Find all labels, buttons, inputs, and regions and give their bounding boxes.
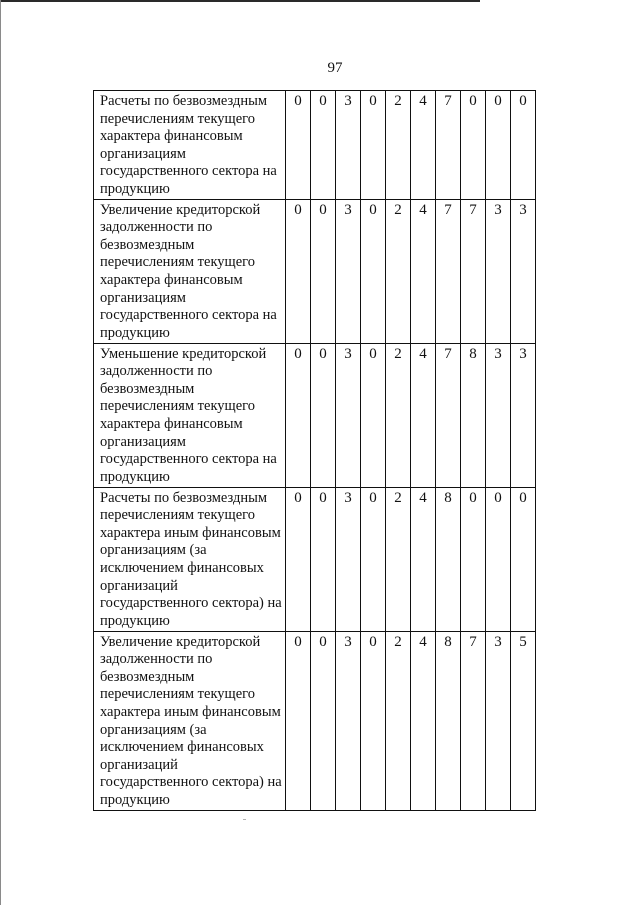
row-description: Расчеты по безвозмездным перечислениям текущего характера иным финансовым организациям (за исключением финансовых организаций государственного сектора) на продукцию [94, 487, 286, 631]
row-description: Уменьшение кредиторской задолженности по безвозмездным перечислениям текущего характера финансовым организациям государственного сектора на продукцию [94, 343, 286, 487]
code-digit: 7 [436, 91, 461, 200]
code-digit: 2 [386, 343, 411, 487]
code-digit: 3 [336, 343, 361, 487]
budget-code-table [93, 90, 536, 811]
page-number: 97 [327, 60, 343, 76]
code-digit: 3 [336, 199, 361, 343]
code-digit: 0 [286, 199, 311, 343]
code-digit: 4 [411, 199, 436, 343]
code-digit: 8 [436, 631, 461, 810]
code-digit: 4 [411, 91, 436, 200]
scan-edge-top [0, 0, 480, 2]
code-digit: 0 [361, 91, 386, 200]
code-digit: 0 [311, 343, 336, 487]
code-digit: 4 [411, 631, 436, 810]
code-digit: 0 [461, 487, 486, 631]
code-digit: 5 [511, 631, 536, 810]
code-digit: 7 [461, 631, 486, 810]
code-digit: 4 [411, 487, 436, 631]
code-digit: 3 [486, 631, 511, 810]
code-digit: 8 [461, 343, 486, 487]
code-digit: 0 [286, 487, 311, 631]
code-digit: 2 [386, 631, 411, 810]
code-digit: 2 [386, 199, 411, 343]
scan-speck [243, 819, 246, 820]
table-row [94, 91, 536, 200]
code-digit: 0 [486, 487, 511, 631]
code-digit: 7 [461, 199, 486, 343]
scan-edge-left [0, 0, 1, 905]
code-digit: 0 [486, 91, 511, 200]
code-digit: 3 [486, 199, 511, 343]
table-row [94, 487, 536, 631]
code-digit: 3 [336, 91, 361, 200]
table-row [94, 631, 536, 810]
code-digit: 0 [311, 91, 336, 200]
code-digit: 0 [286, 343, 311, 487]
row-description: Увеличение кредиторской задолженности по безвозмездным перечислениям текущего характера иным финансовым организациям (за исключением финансовых организаций государственного сектора) на продукцию [94, 631, 286, 810]
code-digit: 0 [361, 343, 386, 487]
code-digit: 3 [336, 487, 361, 631]
table-row [94, 199, 536, 343]
code-digit: 0 [311, 487, 336, 631]
row-description: Увеличение кредиторской задолженности по безвозмездным перечислениям текущего характера финансовым организациям государственного сектора на продукцию [94, 199, 286, 343]
table-row [94, 343, 536, 487]
code-digit: 0 [511, 487, 536, 631]
code-digit: 2 [386, 91, 411, 200]
code-digit: 0 [361, 631, 386, 810]
code-digit: 3 [486, 343, 511, 487]
code-digit: 3 [511, 199, 536, 343]
code-digit: 0 [361, 487, 386, 631]
code-digit: 0 [361, 199, 386, 343]
code-digit: 4 [411, 343, 436, 487]
code-digit: 0 [311, 631, 336, 810]
code-digit: 7 [436, 199, 461, 343]
code-digit: 0 [311, 199, 336, 343]
row-description: Расчеты по безвозмездным перечислениям текущего характера финансовым организациям государственного сектора на продукцию [94, 91, 286, 200]
code-digit: 7 [436, 343, 461, 487]
code-digit: 8 [436, 487, 461, 631]
code-digit: 0 [461, 91, 486, 200]
code-digit: 0 [511, 91, 536, 200]
code-digit: 3 [336, 631, 361, 810]
code-digit: 0 [286, 91, 311, 200]
code-digit: 0 [286, 631, 311, 810]
code-digit: 3 [511, 343, 536, 487]
code-digit: 2 [386, 487, 411, 631]
